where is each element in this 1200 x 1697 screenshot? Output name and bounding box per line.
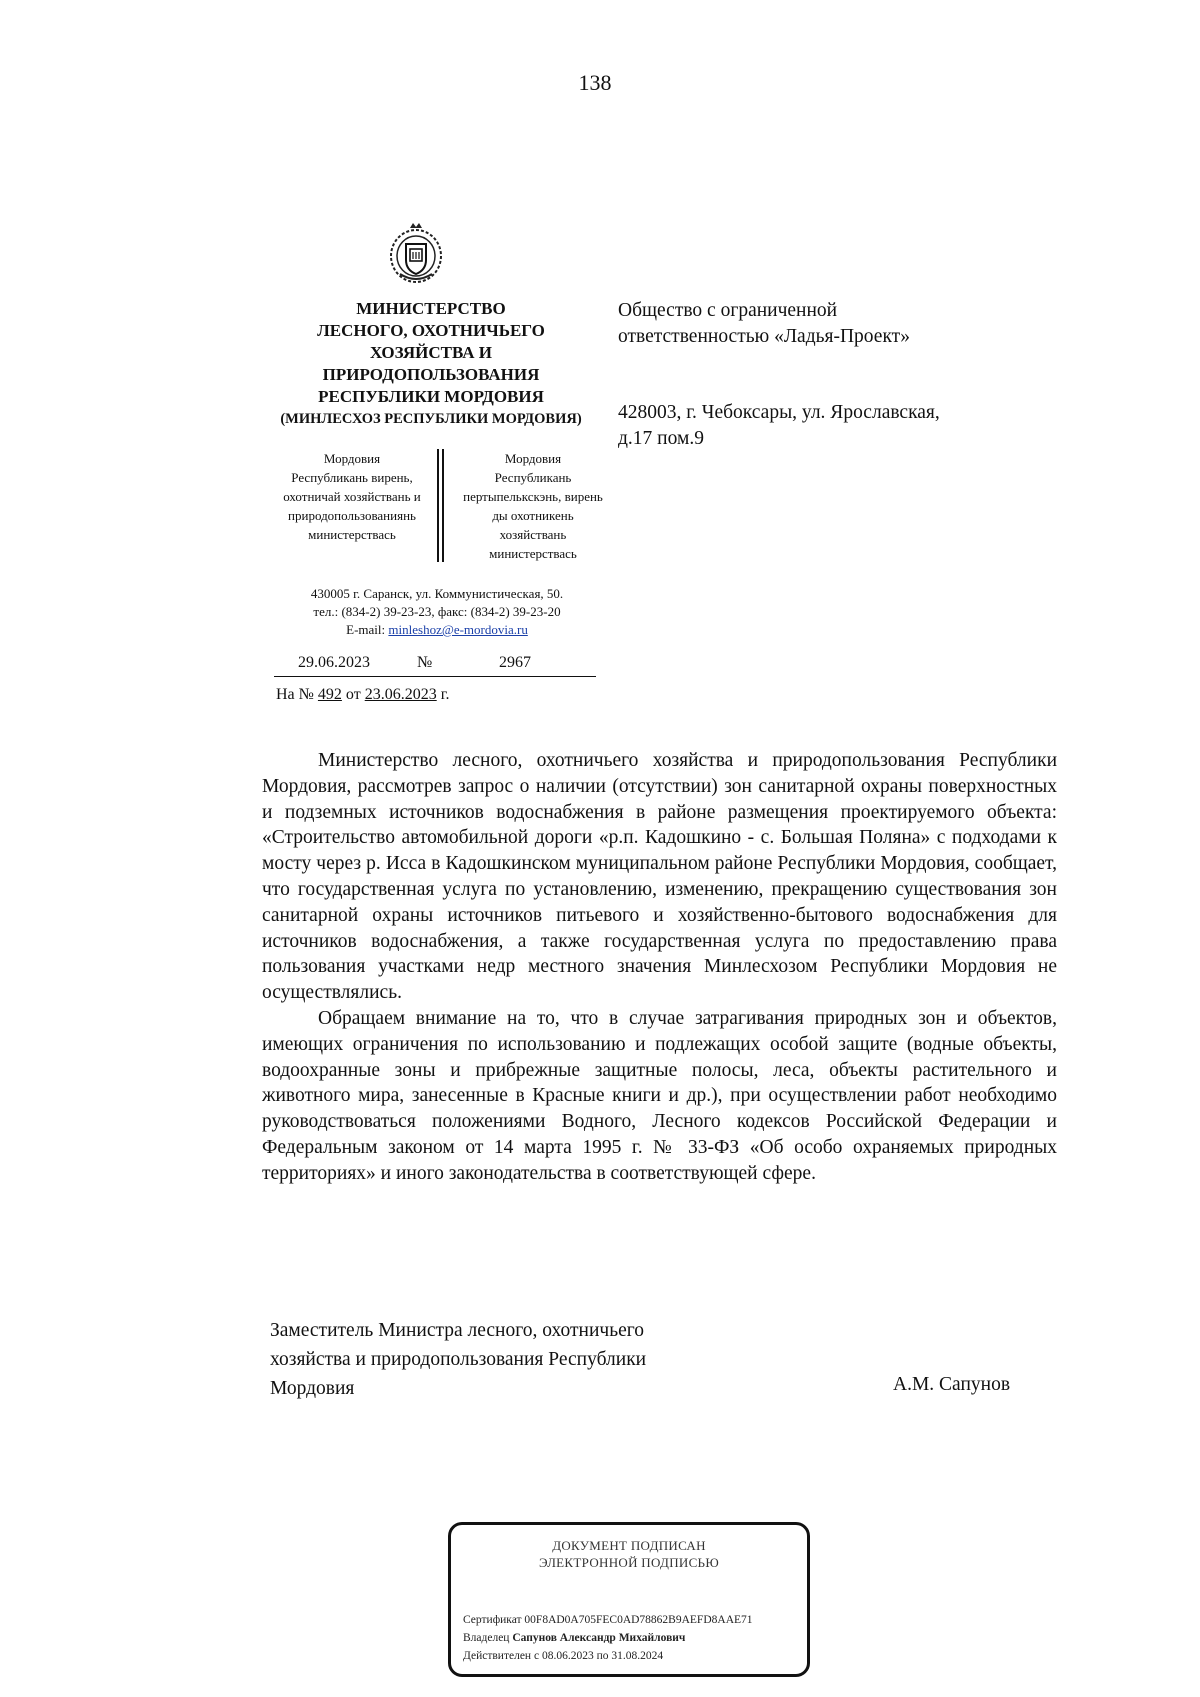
registration-date: 29.06.2023 <box>298 654 370 671</box>
erzya-line: Республикань <box>494 470 572 485</box>
stamp-header-line: ДОКУМЕНТ ПОДПИСАН <box>552 1538 706 1553</box>
signatory-title-line: Мордовия <box>270 1378 355 1399</box>
signatory-title <box>270 1316 740 1403</box>
erzya-line: министерствась <box>489 546 577 561</box>
ministry-address: 430005 г. Саранск, ул. Коммунистическая, 50. <box>310 586 564 601</box>
moksha-ministry-name <box>270 449 434 544</box>
ministry-phones: тел.: (834-2) 39-23-23, факс: (834-2) 39-23-20 <box>313 604 561 619</box>
erzya-line: Мордовия <box>504 451 562 466</box>
stamp-header <box>451 1537 807 1571</box>
page-number: 138 <box>578 70 612 95</box>
erzya-line: пертыпелькскэнь, вирень <box>463 489 603 504</box>
email-link[interactable]: minleshoz@e-mordovia.ru <box>388 622 528 637</box>
erzya-line: хозяйствань <box>499 527 567 542</box>
recipient-address-line: 428003, г. Чебоксары, ул. Ярославская, <box>618 402 940 423</box>
valid-to: 31.08.2024 <box>611 1650 664 1662</box>
moksha-line: министерствась <box>308 527 396 542</box>
letter-body <box>262 748 1057 1187</box>
recipient-name-line: ответственностью «Ладья-Проект» <box>618 326 910 347</box>
valid-label: Действителен с <box>463 1650 540 1662</box>
ministry-name-line: РЕСПУБЛИКИ МОРДОВИЯ <box>318 387 544 406</box>
coat-of-arms-icon <box>388 222 444 286</box>
valid-from: 08.06.2023 <box>541 1650 594 1662</box>
ministry-name-line: ХОЗЯЙСТВА И <box>369 343 493 362</box>
reply-number: 492 <box>317 686 342 703</box>
moksha-line: природопользованиянь <box>288 508 416 523</box>
signatory-title-line: хозяйства и природопользования Республики <box>270 1349 647 1370</box>
moksha-line: Республикань вирень, <box>291 470 413 485</box>
stamp-certificate <box>463 1611 753 1629</box>
registration-number: 2967 <box>499 654 531 671</box>
signatory-name: А.М. Сапунов <box>893 1374 1011 1395</box>
reply-prefix: На № <box>276 686 314 703</box>
stamp-owner <box>463 1629 753 1647</box>
stamp-validity <box>463 1647 753 1665</box>
recipient-address <box>618 400 1018 452</box>
reply-date: 23.06.2023 <box>364 686 437 703</box>
e-signature-stamp <box>448 1522 810 1677</box>
ministry-contacts <box>270 585 604 639</box>
erzya-ministry-name <box>458 449 608 563</box>
ministry-email-row <box>270 621 604 639</box>
signatory-title-line: Заместитель Министра лесного, охотничьего <box>270 1320 645 1341</box>
body-paragraph: Министерство лесного, охотничьего хозяйства и природопользования Республики Мордовия, рассмотрев запрос о наличии (отсутствии) зон санитарной охраны поверхностных и подземных источников водоснабжения в районе размещения проектируемого объекта: «Строительство автомобильной дороги «р.п. Кадошкино - с. Большая Поляна» с подходами к мосту через р. Исса в Кадошкинском муниципальном районе Республики Мордовия, сообщает, что государственная услуга по установлению, изменению, прекращению существования зон санитарной охраны источников питьевого и хозяйственно-бытового водоснабжения для источников водоснабжения, а также государственная услуга по предоставлению права пользования участками недр местного значения Минлесхозом Республики Мордовия не осуществлялись. <box>262 750 1057 1004</box>
ministry-name-line: МИНИСТЕРСТВО <box>356 299 506 318</box>
number-sign: № <box>417 654 433 671</box>
stamp-header-line: ЭЛЕКТРОННОЙ ПОДПИСЬЮ <box>539 1555 719 1570</box>
reply-from: от <box>345 686 361 703</box>
email-label: E-mail: <box>346 622 386 637</box>
double-divider <box>437 449 444 562</box>
cert-label: Сертификат <box>463 1614 522 1626</box>
valid-to-label: по <box>596 1650 609 1662</box>
cert-value: 00F8AD0A705FEC0AD78862B9AEFD8AAE71 <box>524 1614 753 1626</box>
stamp-details <box>463 1611 753 1665</box>
moksha-line: Мордовия <box>323 451 381 466</box>
ministry-name <box>270 298 592 408</box>
reply-suffix: г. <box>440 686 450 703</box>
recipient-name <box>618 298 1018 350</box>
recipient-address-line: д.17 пом.9 <box>618 428 704 449</box>
reply-reference <box>276 686 449 704</box>
recipient-name-line: Общество с ограниченной <box>618 300 838 321</box>
ministry-abbreviation: (МИНЛЕСХОЗ РЕСПУБЛИКИ МОРДОВИЯ) <box>280 411 582 427</box>
registration-line <box>274 654 596 677</box>
erzya-line: ды охотникень <box>492 508 574 523</box>
owner-label: Владелец <box>463 1632 510 1644</box>
body-paragraph: Обращаем внимание на то, что в случае затрагивания природных зон и объектов, имеющих ограничения по использованию и подлежащих особой защите (водные объекты, водоохранные зоны и прибрежные защитные полосы, леса, объекты растительного и животного мира, занесенные в Красные книги и др.), при осуществлении работ необходимо руководствоваться положениями Водного, Лесного кодексов Российской Федерации и Федеральным законом от 14 марта 1995 г. № 33-ФЗ «Об особо охраняемых природных территориях» и иного законодательства в соответствующей сфере. <box>262 1007 1057 1184</box>
owner-value: Сапунов Александр Михайлович <box>512 1632 686 1644</box>
ministry-name-line: ЛЕСНОГО, ОХОТНИЧЬЕГО <box>317 321 545 340</box>
moksha-line: охотничай хозяйствань и <box>283 489 421 504</box>
ministry-name-line: ПРИРОДОПОЛЬЗОВАНИЯ <box>322 365 540 384</box>
